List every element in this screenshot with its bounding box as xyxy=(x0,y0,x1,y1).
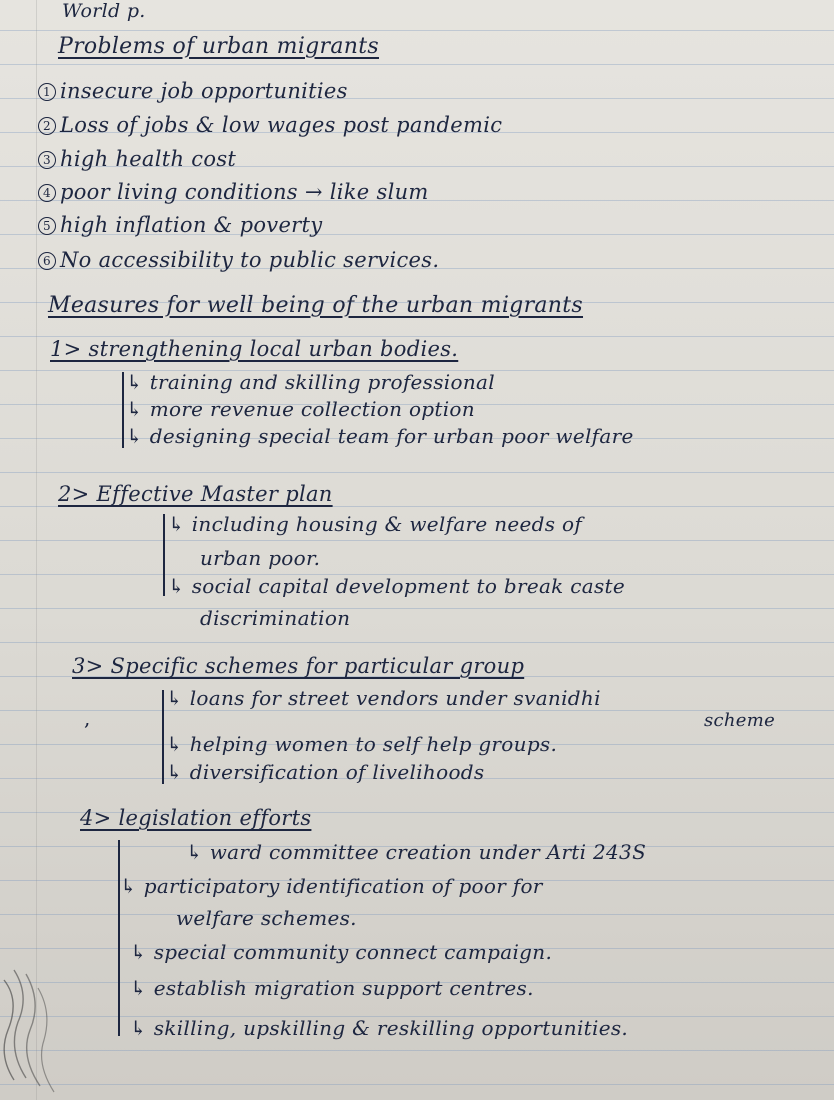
problem-item xyxy=(38,180,429,204)
section-heading: 3> Specific schemes for particular group xyxy=(72,654,525,678)
ruled-line xyxy=(0,642,834,643)
problem-number: 2 xyxy=(38,117,56,135)
ruled-line xyxy=(0,608,834,609)
stray-mark: , xyxy=(84,706,91,730)
ruled-line xyxy=(0,914,834,915)
section-point: scheme xyxy=(704,710,776,731)
problem-item xyxy=(38,79,348,103)
section-heading: 1> strengthening local urban bodies. xyxy=(50,337,459,361)
ruled-line xyxy=(0,472,834,473)
problem-number: 1 xyxy=(38,83,56,101)
section-point: ↳ skilling, upskilling & reskilling opportunities. xyxy=(130,1016,629,1040)
section-point: ↳ including housing & welfare needs of xyxy=(168,512,583,536)
problem-item xyxy=(38,147,236,171)
margin-line xyxy=(36,0,37,1100)
bracket xyxy=(162,690,164,784)
section-point: ↳ training and skilling professional xyxy=(126,370,495,394)
section-point: ↳ designing special team for urban poor welfare xyxy=(126,424,634,448)
problem-item xyxy=(38,213,322,237)
problem-number: 4 xyxy=(38,184,56,202)
section-point: urban poor. xyxy=(200,546,321,570)
ruled-line xyxy=(0,1050,834,1051)
problem-number: 6 xyxy=(38,252,56,270)
bracket xyxy=(163,514,165,596)
problem-text: poor living conditions → like slum xyxy=(60,180,429,204)
problem-text: Loss of jobs & low wages post pandemic xyxy=(60,113,503,137)
measures-title: Measures for well being of the urban migrants xyxy=(48,293,584,318)
bracket xyxy=(122,372,124,448)
section-heading: 4> legislation efforts xyxy=(80,806,312,830)
section-point: ↳ loans for street vendors under svanidhi xyxy=(166,686,601,710)
section-point: ↳ special community connect campaign. xyxy=(130,940,553,964)
section-point: ↳ ward committee creation under Arti 243S xyxy=(186,840,647,864)
bracket xyxy=(118,840,120,1036)
problem-number: 3 xyxy=(38,151,56,169)
ruled-line xyxy=(0,1084,834,1085)
section-heading: 2> Effective Master plan xyxy=(58,482,333,506)
section-point: ↳ more revenue collection option xyxy=(126,397,475,421)
problem-number: 5 xyxy=(38,217,56,235)
section-point: ↳ helping women to self help groups. xyxy=(166,732,558,756)
section-point: ↳ social capital development to break caste xyxy=(168,574,626,598)
ruled-line xyxy=(0,540,834,541)
section-point: ↳ diversification of livelihoods xyxy=(166,760,485,784)
section-point: ↳ establish migration support centres. xyxy=(130,976,534,1000)
section-point: welfare schemes. xyxy=(176,906,357,930)
problem-text: No accessibility to public services. xyxy=(60,248,440,272)
ruled-line xyxy=(0,30,834,31)
spiral-binding-marks xyxy=(0,960,70,1100)
ruled-line xyxy=(0,64,834,65)
page-header: World p. xyxy=(62,0,146,22)
problem-text: high health cost xyxy=(60,147,237,171)
problems-title: Problems of urban migrants xyxy=(58,34,379,59)
problem-text: high inflation & poverty xyxy=(60,213,323,237)
problem-item xyxy=(38,248,439,272)
ruled-line xyxy=(0,506,834,507)
section-point: discrimination xyxy=(200,606,351,630)
section-point: ↳ participatory identification of poor for xyxy=(120,874,543,898)
problem-item xyxy=(38,113,502,137)
problem-text: insecure job opportunities xyxy=(60,79,348,103)
